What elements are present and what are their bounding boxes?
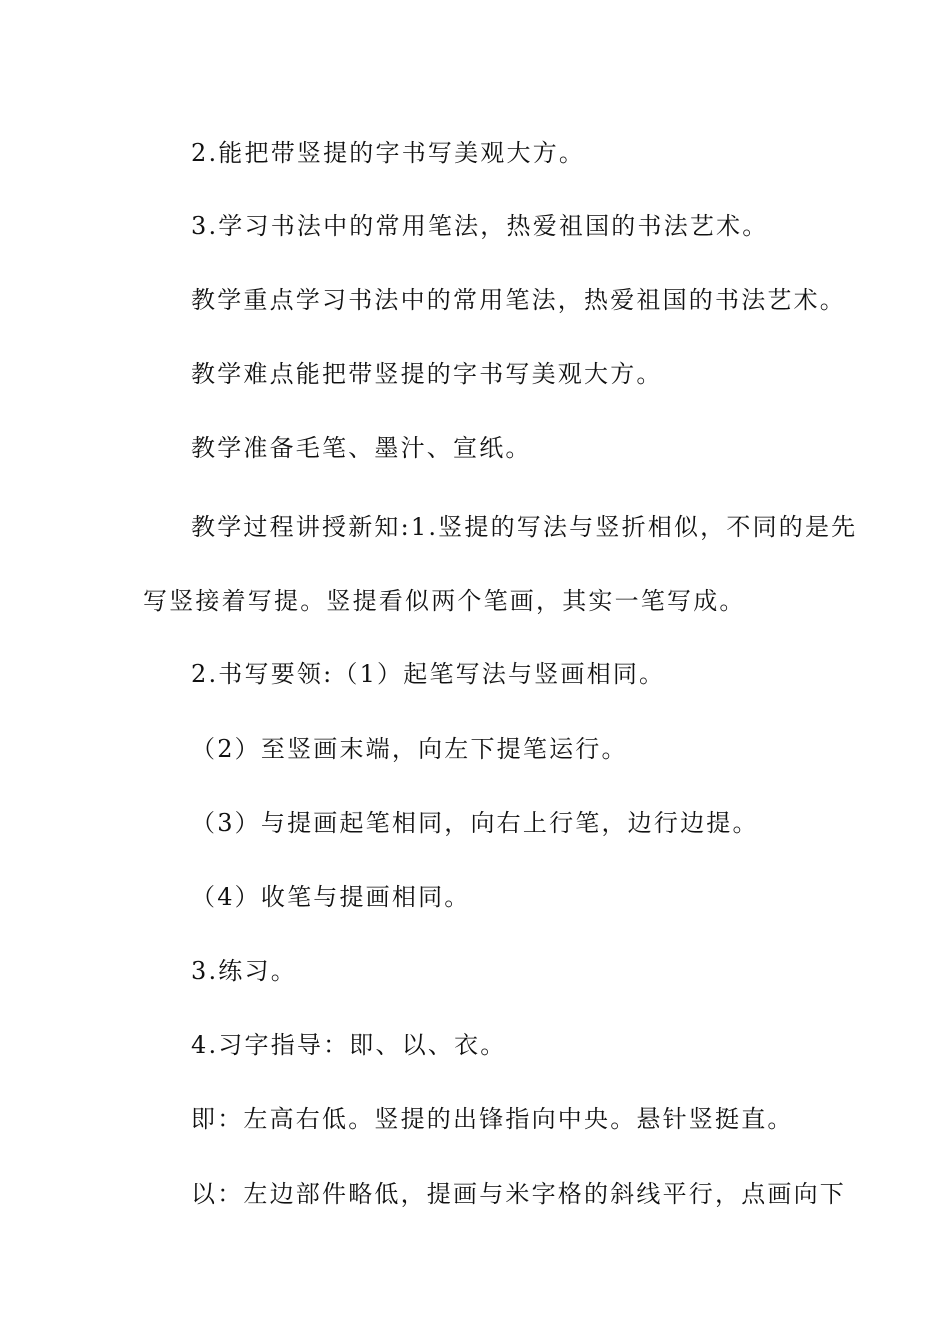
text-line-10: （3）与提画起笔相同，向右上行笔，边行边提。 [191,809,759,837]
text-line-15: 以：左边部件略低，提画与米字格的斜线平行，点画向下 [191,1180,846,1208]
text-line-7: 写竖接着写提。竖提看似两个笔画，其实一笔写成。 [143,587,746,615]
text-line-13: 4.习字指导：即、以、衣。 [191,1031,507,1059]
text-line-9: （2）至竖画末端，向左下提笔运行。 [191,735,628,763]
text-line-8: 2.书写要领:（1）起笔写法与竖画相同。 [191,660,666,688]
text-line-2: 3.学习书法中的常用笔法，热爱祖国的书法艺术。 [191,212,769,240]
text-line-1: 2.能把带竖提的字书写美观大方。 [191,139,586,167]
text-line-12: 3.练习。 [191,957,297,985]
text-line-3: 教学重点学习书法中的常用笔法，热爱祖国的书法艺术。 [191,286,846,314]
text-line-14: 即：左高右低。竖提的出锋指向中央。悬针竖挺直。 [191,1105,794,1133]
text-line-4: 教学难点能把带竖提的字书写美观大方。 [191,360,663,388]
text-line-11: （4）收笔与提画相同。 [191,883,471,911]
text-line-5: 教学准备毛笔、墨汁、宣纸。 [191,434,532,462]
text-line-6: 教学过程讲授新知:1.竖提的写法与竖折相似，不同的是先 [191,513,858,541]
